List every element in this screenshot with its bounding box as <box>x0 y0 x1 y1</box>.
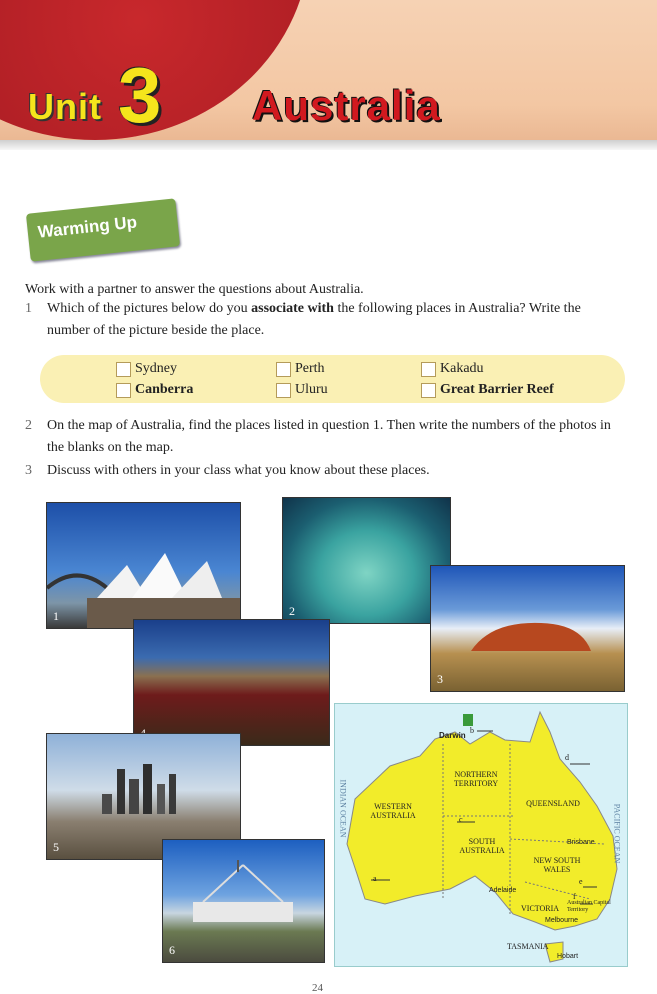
place-label: Uluru <box>295 382 328 397</box>
question-number: 3 <box>25 463 32 478</box>
map-label-western-australia: WESTERN AUSTRALIA <box>370 802 416 820</box>
map-label-tasmania: TASMANIA <box>507 942 549 951</box>
photo-great-barrier-reef <box>282 497 451 624</box>
photo-number: 2 <box>289 604 295 618</box>
q1-pre: Which of the pictures below do you <box>47 301 252 316</box>
question-text: On the map of Australia, find the places listed in question 1. Then write the numbers of the photos in the blanks on the map. <box>47 418 611 455</box>
q1-post: the following places in Australia? Write the number of the picture beside the place. <box>47 301 581 338</box>
photo-number: 1 <box>53 609 59 623</box>
map-blank-d: d <box>565 753 569 762</box>
place-label: Perth <box>295 361 325 376</box>
place-canberra[interactable] <box>116 382 193 398</box>
checkbox[interactable] <box>116 362 131 377</box>
checkbox[interactable] <box>276 383 291 398</box>
question-text: Discuss with others in your class what you know about these places. <box>47 463 430 478</box>
map-label-melbourne: Melbourne <box>545 917 579 924</box>
q1-bold: associate with <box>251 301 334 316</box>
unit-header <box>0 0 657 150</box>
parliament-image <box>163 840 324 962</box>
photo-number: 5 <box>53 840 59 854</box>
checkbox[interactable] <box>116 383 131 398</box>
map-blank-a: a <box>373 874 377 883</box>
question-number: 1 <box>25 301 32 316</box>
photo-canberra-parliament <box>162 839 325 963</box>
map-label-new-south-wales: NEW SOUTH WALES <box>533 856 581 874</box>
map-label-adelaide: Adelaide <box>489 887 517 894</box>
unit-number: 3 <box>118 51 162 139</box>
warming-up-badge <box>26 198 180 261</box>
checkbox[interactable] <box>421 383 436 398</box>
photo-number: 6 <box>169 943 175 957</box>
map-label-darwin: Darwin <box>439 731 466 740</box>
page-title: Australia <box>252 82 441 129</box>
map-blank-c: c <box>459 815 463 824</box>
australia-map <box>334 703 628 967</box>
header-divider <box>0 140 657 150</box>
checkbox[interactable] <box>421 362 436 377</box>
map-label-indian-ocean: INDIAN OCEAN <box>338 779 348 838</box>
map-label-south-australia: SOUTH AUSTRALIA <box>459 837 505 855</box>
map-blank-f: f <box>573 892 576 901</box>
opera-house-image <box>47 503 240 628</box>
photo-uluru <box>430 565 625 692</box>
map-label-queensland: QUEENSLAND <box>526 799 580 808</box>
photo-sydney-opera-house <box>46 502 241 629</box>
map-label-victoria: VICTORIA <box>521 904 560 913</box>
place-great-barrier-reef[interactable] <box>421 382 554 398</box>
uluru-image <box>431 566 624 691</box>
place-kakadu[interactable] <box>421 361 484 377</box>
place-uluru[interactable] <box>276 382 328 398</box>
map-label-act: Australian Capital Territory <box>567 900 611 913</box>
page-number: 24 <box>312 982 323 994</box>
photo-kakadu <box>133 619 330 746</box>
question-number: 2 <box>25 418 32 433</box>
intro-text: Work with a partner to answer the questions about Australia. <box>25 282 364 297</box>
map-label-brisbane: Brisbane <box>567 839 595 846</box>
map-label-pacific-ocean: PACIFIC OCEAN <box>612 803 622 864</box>
map-blank-e: e <box>579 877 583 886</box>
map-label-northern-territory: NORTHERN TERRITORY <box>453 770 499 788</box>
place-label: Great Barrier Reef <box>440 382 554 397</box>
map-label-hobart: Hobart <box>557 953 579 960</box>
badge-label: Warming Up <box>36 212 138 242</box>
checkbox[interactable] <box>276 362 291 377</box>
place-sydney[interactable] <box>116 361 177 377</box>
place-label: Kakadu <box>440 361 484 376</box>
map-blank-b: b <box>470 726 474 735</box>
place-label: Canberra <box>135 382 194 397</box>
photo-number: 3 <box>437 672 443 686</box>
unit-label: Unit <box>28 86 102 127</box>
map-landmass <box>335 704 627 966</box>
place-label: Sydney <box>135 361 177 376</box>
place-perth[interactable] <box>276 361 325 377</box>
question-text <box>47 298 625 342</box>
